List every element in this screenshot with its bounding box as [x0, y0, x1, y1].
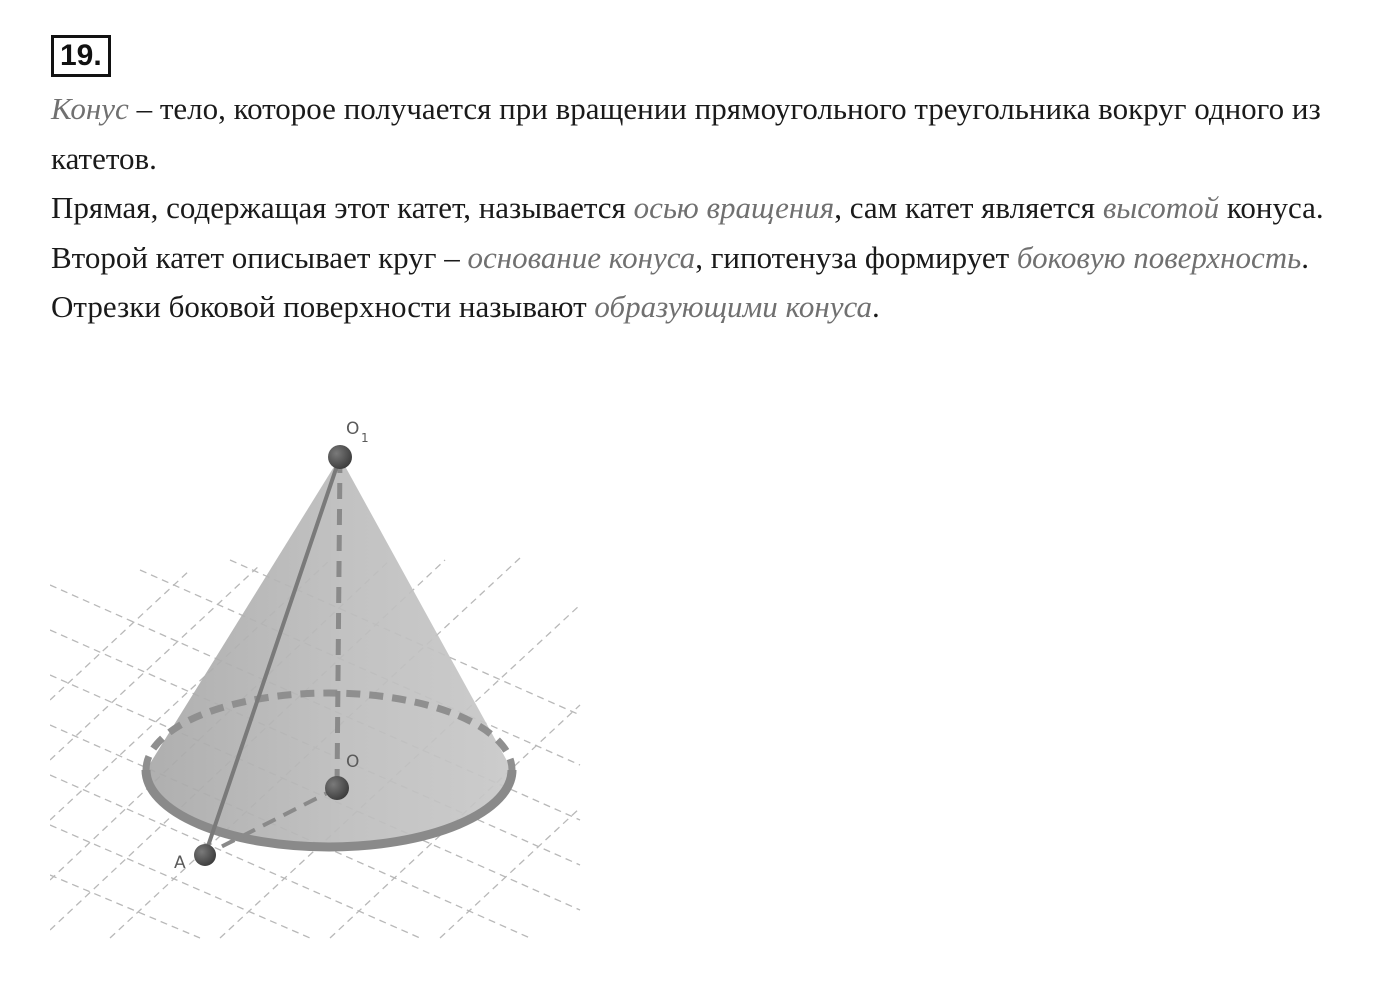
- term-cone: Конус: [51, 91, 129, 126]
- term-lateral-surface: боковую поверхность: [1016, 239, 1302, 275]
- paragraph-cone-elements: [51, 183, 1371, 332]
- label-center: O: [346, 752, 360, 772]
- text-segment: , гипотенуза формирует: [695, 239, 1017, 275]
- text-segment: . Отрезки боковой поверхности называют: [51, 239, 1309, 324]
- cone-diagram: [50, 410, 590, 940]
- text-segment: конуса. Второй катет описывает круг –: [51, 190, 1324, 275]
- label-apex: O: [346, 419, 360, 439]
- text-segment: Прямая, содержащая этот катет, называется: [51, 190, 634, 225]
- text-segment: .: [871, 289, 880, 324]
- apex-point-o1: [328, 445, 352, 469]
- label-base-point: A: [174, 853, 186, 873]
- term-height: высотой: [1102, 190, 1220, 225]
- exercise-number: 19.: [51, 35, 111, 77]
- center-point-o: [325, 776, 349, 800]
- cone-figure: [50, 410, 590, 940]
- definition-text: [51, 84, 1371, 332]
- base-point-a: [194, 844, 216, 866]
- paragraph-cone-definition: [51, 84, 1371, 183]
- text-segment: – тело, которое получается при вращении прямоугольного треугольника вокруг одного из катетов.: [51, 91, 1321, 176]
- term-generators: образующими конуса: [594, 289, 872, 324]
- label-apex-subscript: 1: [361, 431, 369, 445]
- text-segment: , сам катет является: [834, 190, 1103, 225]
- term-axis-of-rotation: осью вращения: [633, 190, 835, 225]
- term-base: основание конуса: [467, 239, 696, 275]
